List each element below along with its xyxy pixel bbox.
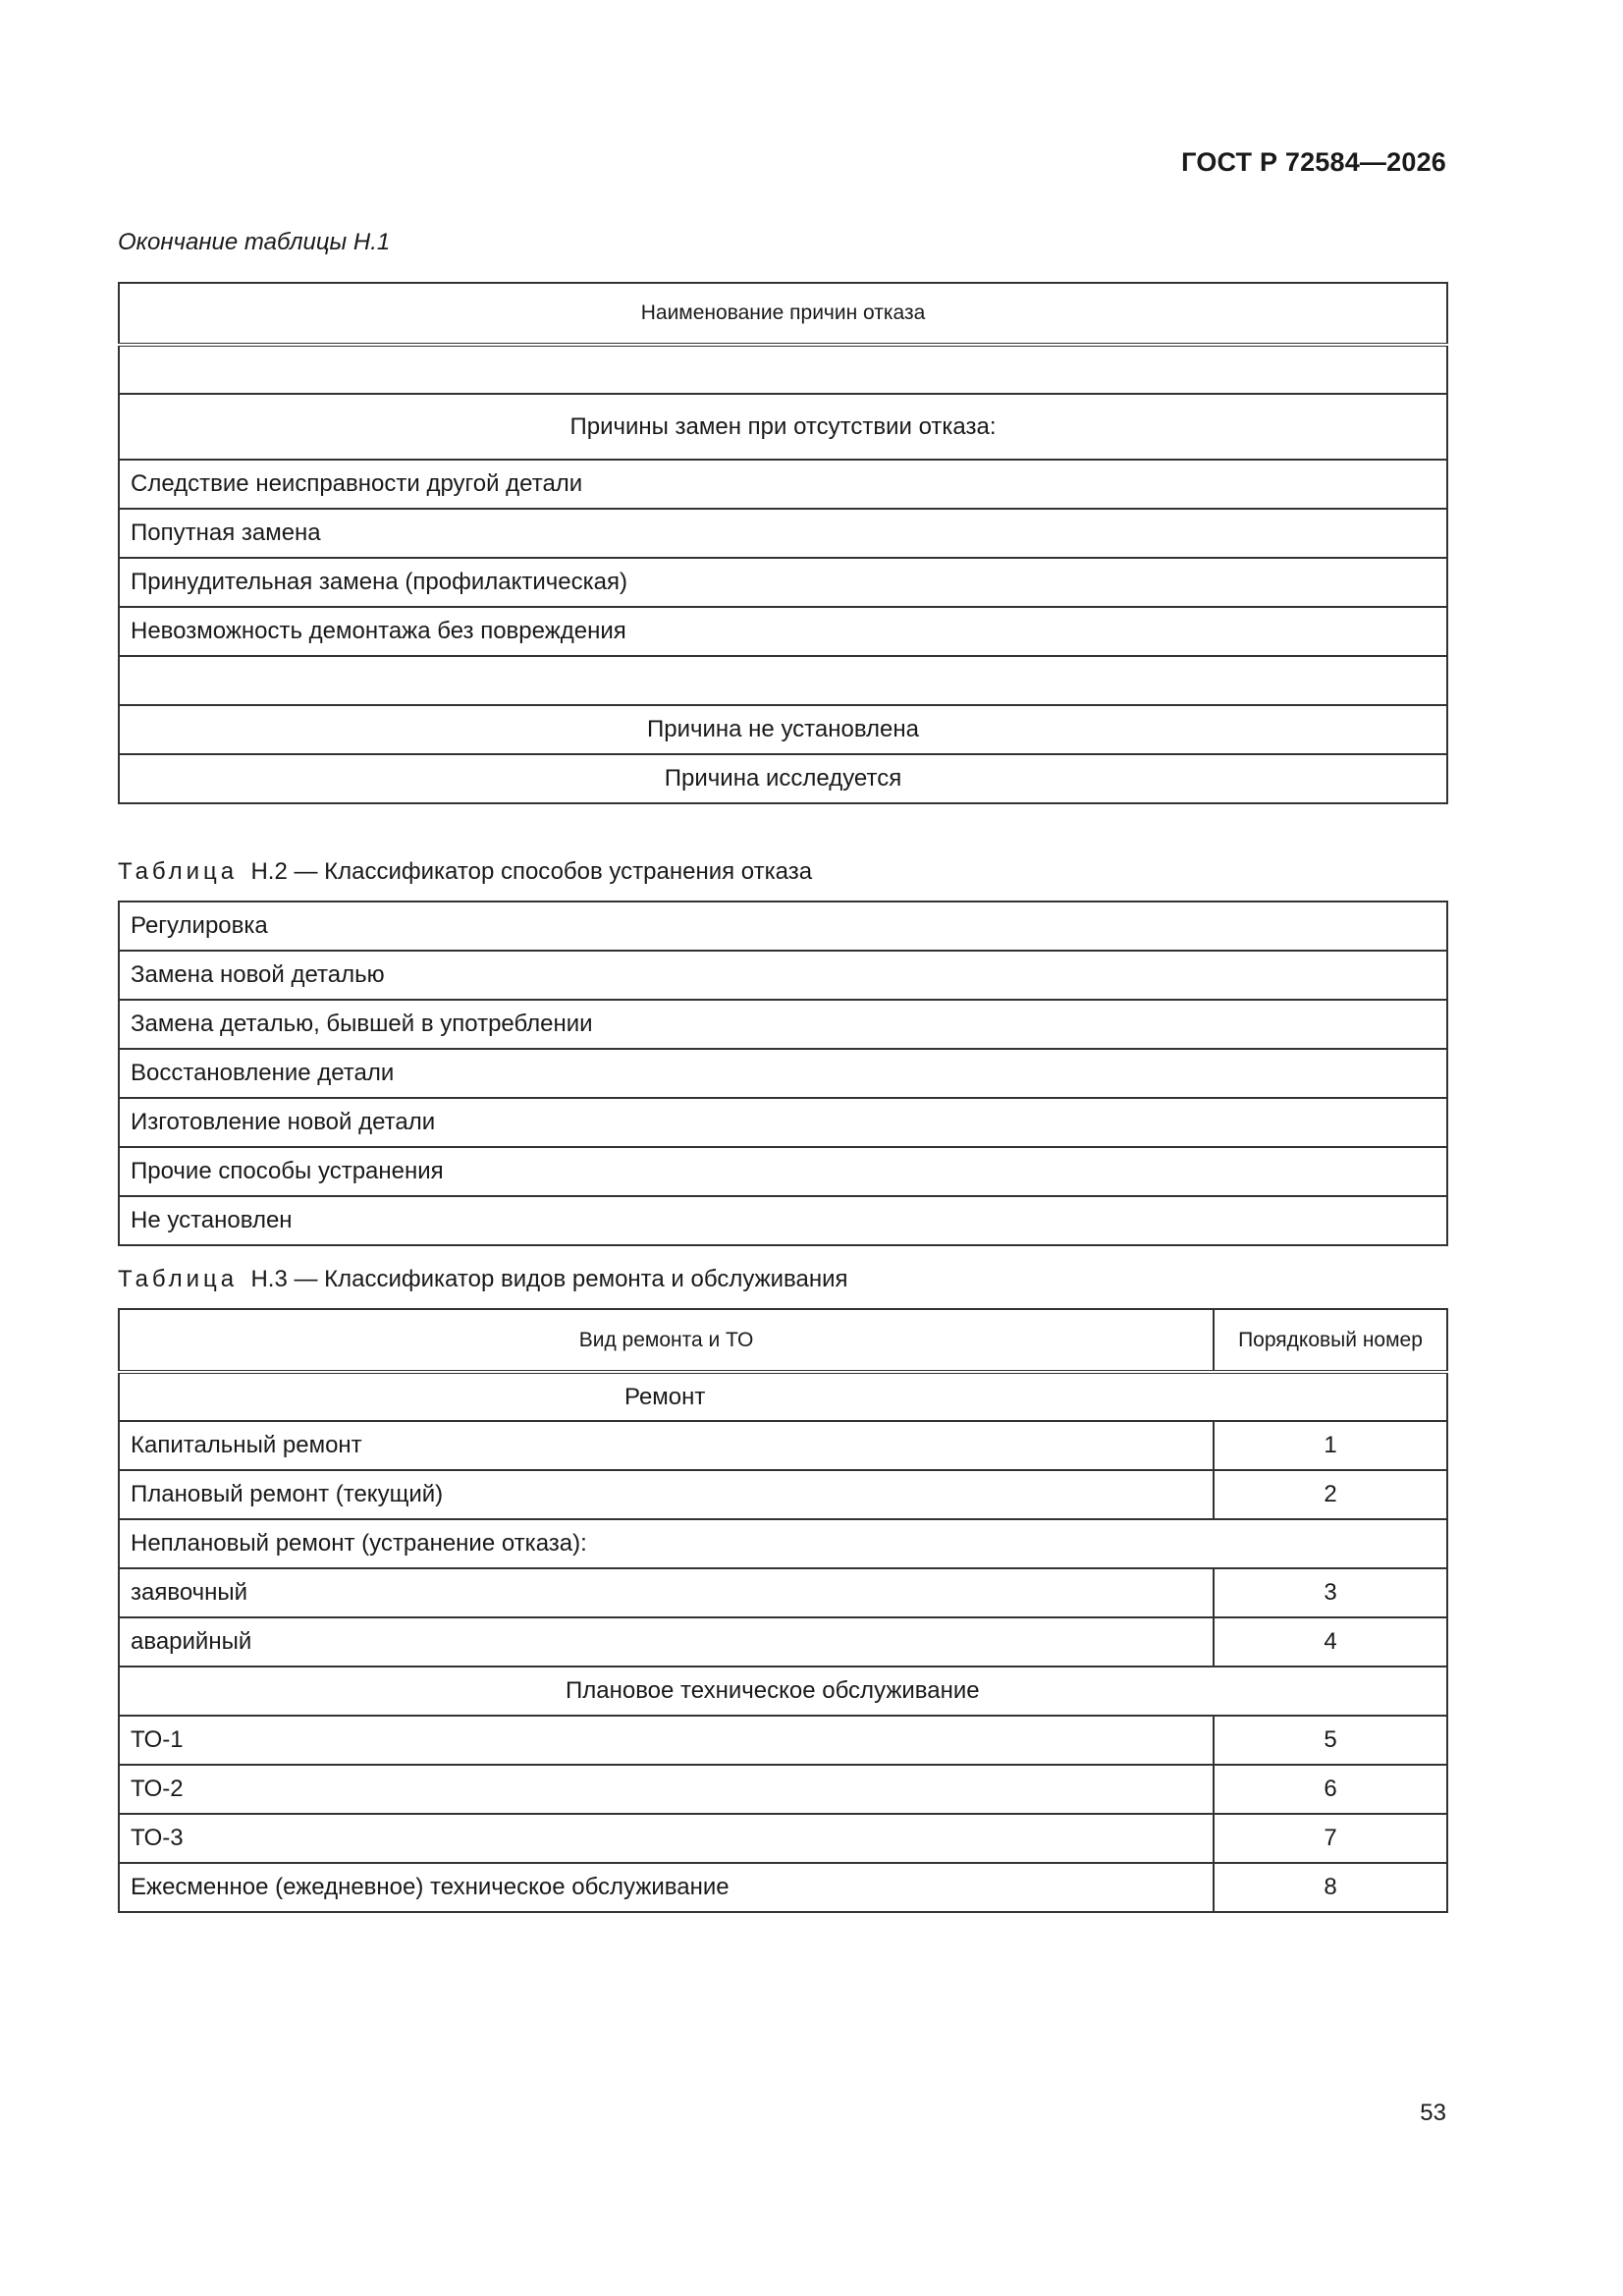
table-row-number: 6 — [1214, 1765, 1447, 1814]
table-h3-section-repair: Ремонт — [119, 1372, 1447, 1421]
table-h3-caption-text: Н.3 — Классификатор видов ремонта и обслуживания — [250, 1266, 848, 1292]
table-row-name: заявочный — [119, 1568, 1214, 1617]
table-row: Принудительная замена (профилактическая) — [119, 558, 1447, 607]
table-row: Регулировка — [119, 902, 1447, 951]
table-row-name: аварийный — [119, 1617, 1214, 1667]
standard-code: ГОСТ Р 72584—2026 — [1181, 147, 1446, 177]
table-row-name: ТО-1 — [119, 1716, 1214, 1765]
table-row-name: Капитальный ремонт — [119, 1421, 1214, 1470]
table-h2 — [118, 901, 1448, 1246]
table-row: Изготовление новой детали — [119, 1098, 1447, 1147]
table-row-number: 4 — [1214, 1617, 1447, 1667]
table-row: Замена новой деталью — [119, 951, 1447, 1000]
table-h3-caption-label: Таблица — [118, 1266, 239, 1292]
table-h3-section-maintenance: Плановое техническое обслуживание — [119, 1667, 1447, 1716]
table-h1 — [118, 282, 1448, 804]
table-row: Замена деталью, бывшей в употреблении — [119, 1000, 1447, 1049]
table-h3-unplanned-title: Неплановый ремонт (устранение отказа): — [119, 1519, 1447, 1568]
table-row-empty — [119, 345, 1447, 394]
table-row-number: 7 — [1214, 1814, 1447, 1863]
table-h1-section-title: Причины замен при отсутствии отказа: — [119, 394, 1447, 460]
table-row: Прочие способы устранения — [119, 1147, 1447, 1196]
table-row-number: 5 — [1214, 1716, 1447, 1765]
table-h2-caption-text: Н.2 — Классификатор способов устранения отказа — [250, 858, 813, 885]
table-row: Восстановление детали — [119, 1049, 1447, 1098]
table-row: Следствие неисправности другой детали — [119, 460, 1447, 509]
table-row-number: 1 — [1214, 1421, 1447, 1470]
table-row: Невозможность демонтажа без повреждения — [119, 607, 1447, 656]
table-row-empty — [119, 656, 1447, 705]
table-h1-column-header: Наименование причин отказа — [119, 283, 1447, 345]
table-row-number: 8 — [1214, 1863, 1447, 1912]
table-h1-caption: Окончание таблицы Н.1 — [118, 229, 391, 255]
table-row: Причина исследуется — [119, 754, 1447, 803]
table-h2-caption — [118, 858, 812, 886]
table-row: Не установлен — [119, 1196, 1447, 1245]
table-row: Причина не установлена — [119, 705, 1447, 754]
table-row-number: 3 — [1214, 1568, 1447, 1617]
table-row-name: Плановый ремонт (текущий) — [119, 1470, 1214, 1519]
page-number: 53 — [1420, 2100, 1446, 2126]
table-row-number: 2 — [1214, 1470, 1447, 1519]
table-row-name: ТО-2 — [119, 1765, 1214, 1814]
table-h3-caption — [118, 1266, 848, 1293]
table-h2-caption-label: Таблица — [118, 858, 239, 885]
table-h3-header-kind: Вид ремонта и ТО — [119, 1309, 1214, 1372]
table-row: Попутная замена — [119, 509, 1447, 558]
table-h3-header-number: Порядковый номер — [1214, 1309, 1447, 1372]
table-h3 — [118, 1308, 1448, 1913]
table-row-name: ТО-3 — [119, 1814, 1214, 1863]
table-row-name: Ежесменное (ежедневное) техническое обслуживание — [119, 1863, 1214, 1912]
